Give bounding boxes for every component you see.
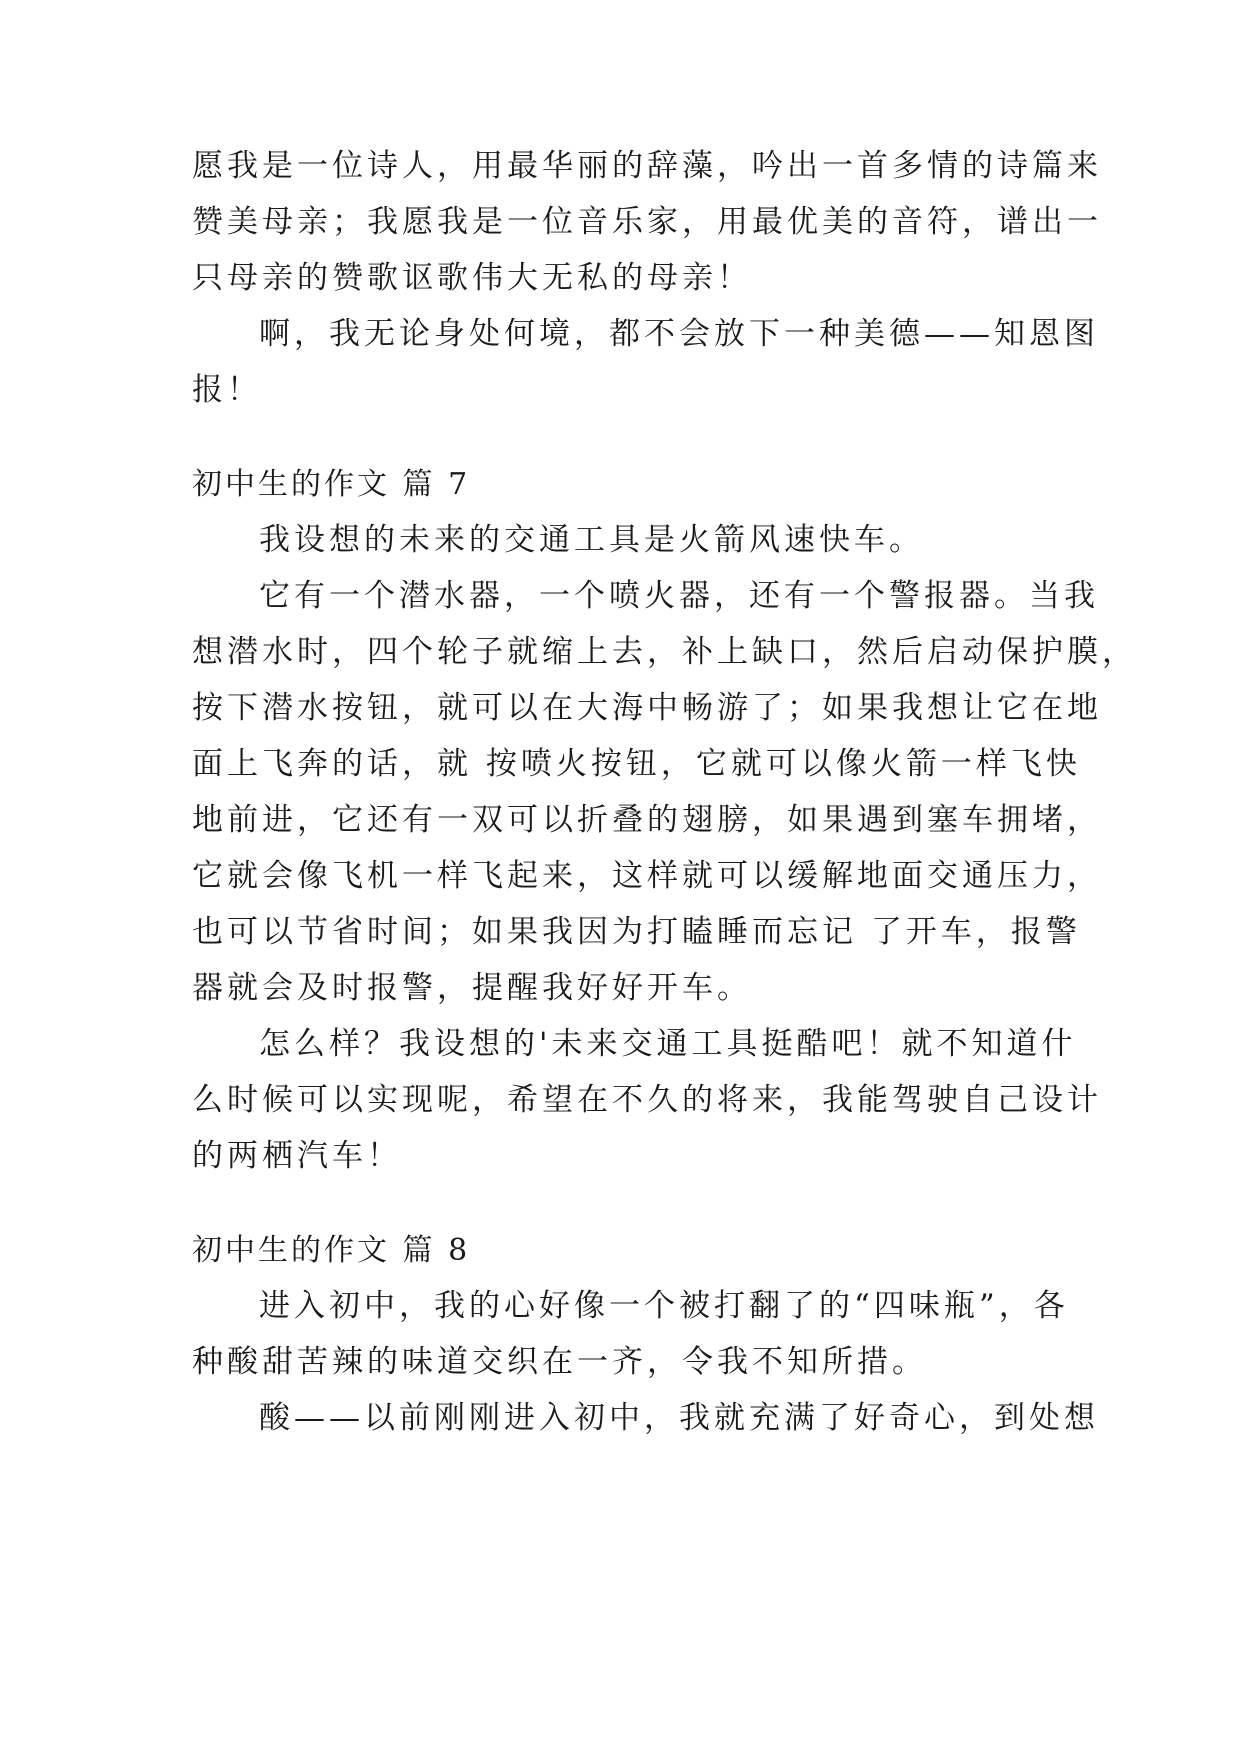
paragraph-line: 进入初中，我的心好像一个被打翻了的“四味瓶”，各 (259, 1288, 1069, 1324)
section-heading-7: 初中生的作文 篇 7 (192, 467, 471, 502)
paragraph-line: 地前进，它还有一双可以折叠的翅膀，如果遇到塞车拥堵， (192, 802, 1102, 838)
paragraph-line: 的两栖汽车！ (192, 1138, 402, 1174)
paragraph-line: 它就会像飞机一样飞起来，这样就可以缓解地面交通压力， (192, 858, 1102, 894)
paragraph-line: 赞美母亲；我愿我是一位音乐家，用最优美的音符，谱出一 (192, 204, 1102, 240)
paragraph-line: 么时候可以实现呢，希望在不久的将来，我能驾驶自己设计 (192, 1082, 1102, 1118)
paragraph-line: 种酸甜苦辣的味道交织在一齐，令我不知所措。 (192, 1344, 927, 1380)
paragraph-line: 啊，我无论身处何境，都不会放下一种美德——知恩图 (259, 316, 1099, 352)
paragraph-line: 它有一个潜水器，一个喷火器，还有一个警报器。当我 (259, 578, 1099, 614)
paragraph-line: 愿我是一位诗人，用最华丽的辞藻，吟出一首多情的诗篇来 (192, 148, 1102, 184)
paragraph-line: 想潜水时，四个轮子就缩上去，补上缺口，然后启动保护膜， (192, 634, 1137, 670)
paragraph-line: 只母亲的赞歌讴歌伟大无私的母亲！ (192, 260, 752, 296)
section-heading-8: 初中生的作文 篇 8 (192, 1233, 471, 1268)
paragraph-line: 也可以节省时间；如果我因为打瞌睡而忘记 了开车，报警 (192, 914, 1081, 950)
paragraph-line: 按下潜水按钮，就可以在大海中畅游了；如果我想让它在地 (192, 690, 1102, 726)
paragraph-line: 酸——以前刚刚进入初中，我就充满了好奇心，到处想 (259, 1400, 1099, 1436)
paragraph-line: 面上飞奔的话，就 按喷火按钮，它就可以像火箭一样飞快 (192, 746, 1081, 782)
paragraph-line: 我设想的未来的交通工具是火箭风速快车。 (259, 522, 924, 558)
paragraph-line: 报！ (192, 372, 262, 408)
paragraph-line: 怎么样？我设想的'未来交通工具挺酷吧！就不知道什 (259, 1026, 1077, 1062)
paragraph-line: 器就会及时报警，提醒我好好开车。 (192, 970, 752, 1006)
